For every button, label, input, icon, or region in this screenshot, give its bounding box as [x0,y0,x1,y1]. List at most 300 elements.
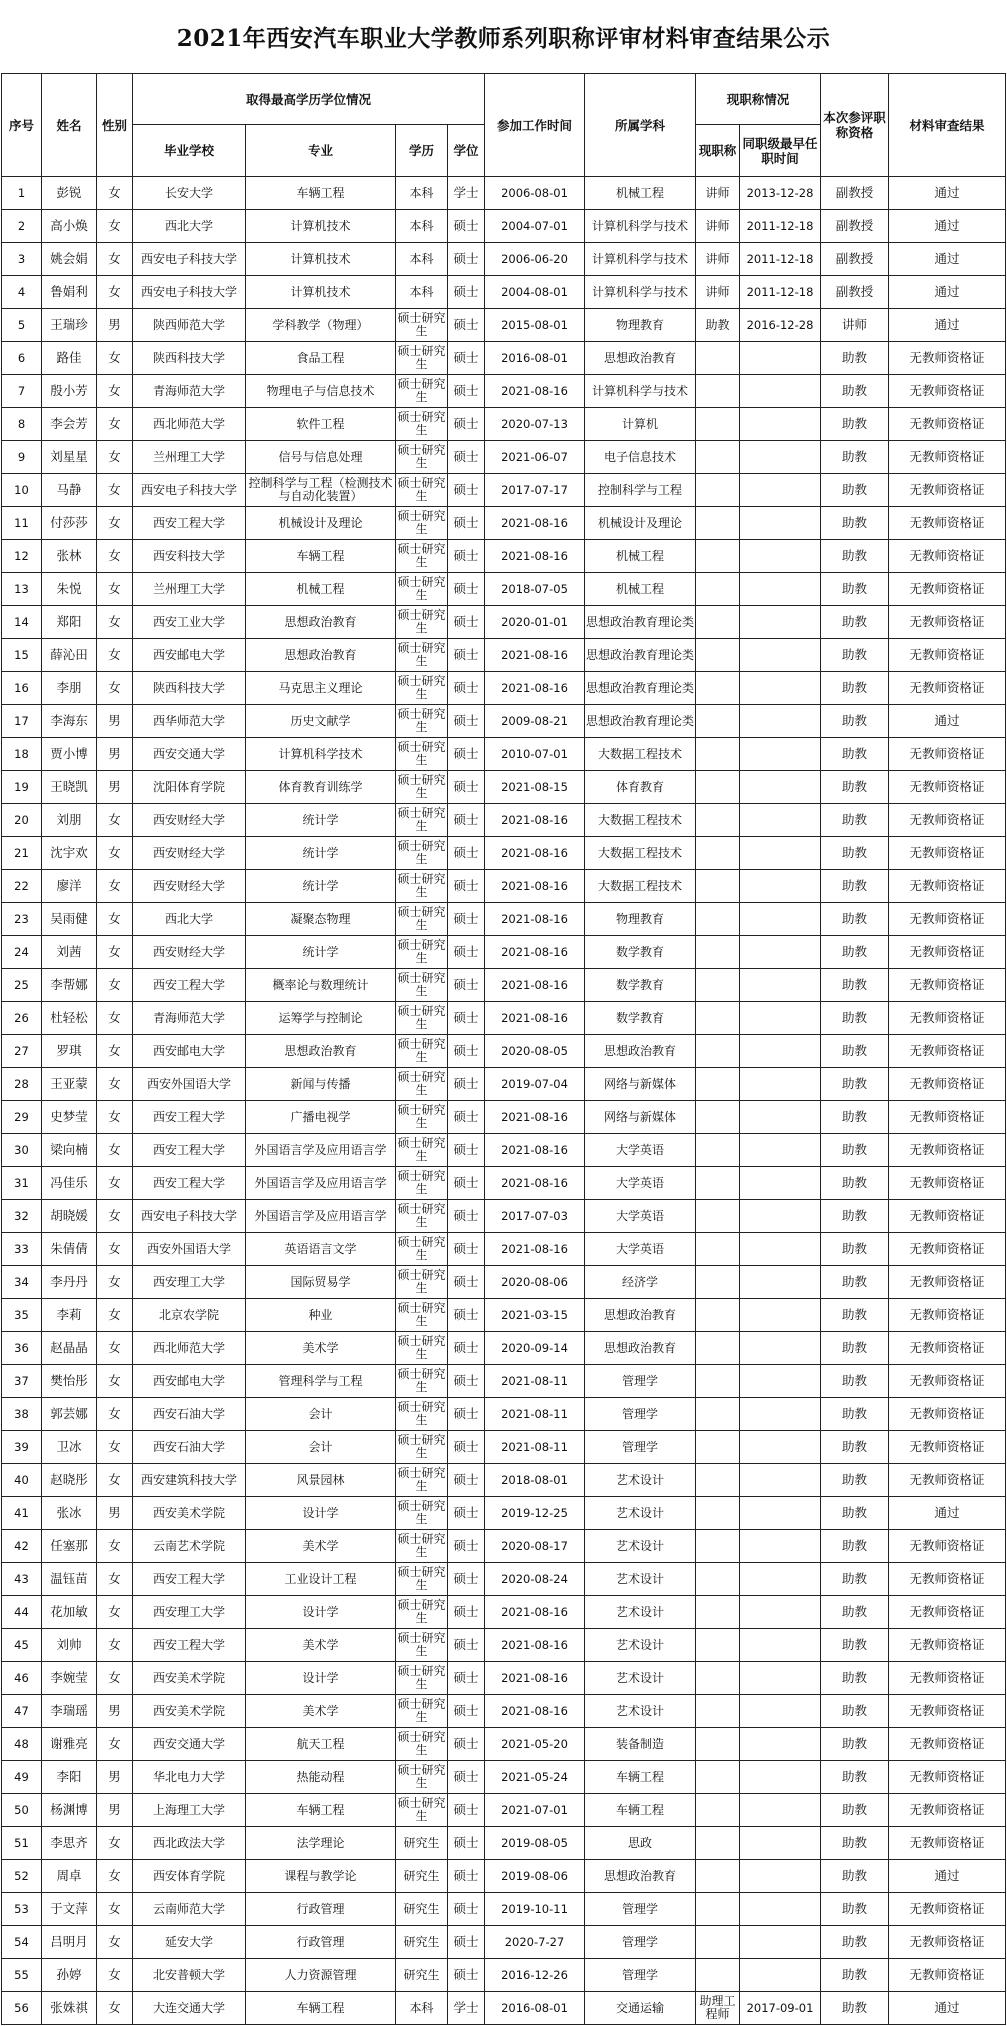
cell-gender: 女 [97,672,133,705]
cell-cur-title-date [740,474,821,507]
cell-major: 车辆工程 [246,1794,396,1827]
cell-name: 廖洋 [42,870,97,903]
header-cur-title: 现职称 [696,125,740,177]
cell-apply-title: 助教 [821,1596,889,1629]
cell-cur-title-date [740,1464,821,1497]
cell-work-date: 2021-03-15 [485,1299,585,1332]
cell-bachelor-master: 硕士 [448,804,485,837]
cell-cur-title [696,1827,740,1860]
cell-cur-title-date [740,1563,821,1596]
cell-degree: 硕士研究生 [396,441,448,474]
cell-name: 王亚蒙 [42,1068,97,1101]
cell-review-result: 通过 [889,1992,1006,2025]
cell-name: 殷小芳 [42,375,97,408]
cell-school: 西安工程大学 [133,507,246,540]
cell-cur-title-date [740,1101,821,1134]
cell-cur-title-date [740,1893,821,1926]
cell-name: 谢雅亮 [42,1728,97,1761]
cell-gender: 女 [97,903,133,936]
cell-major: 思想政治教育 [246,1035,396,1068]
table-row [2,1431,1006,1464]
cell-bachelor-master: 硕士 [448,1200,485,1233]
cell-seq: 32 [2,1200,42,1233]
cell-major: 凝聚态物理 [246,903,396,936]
cell-work-date: 2021-05-20 [485,1728,585,1761]
cell-gender: 女 [97,507,133,540]
cell-gender: 女 [97,375,133,408]
cell-seq: 21 [2,837,42,870]
cell-cur-title-date: 2011-12-18 [740,243,821,276]
cell-cur-title-date [740,606,821,639]
cell-major: 车辆工程 [246,1992,396,2025]
cell-cur-title-date [740,1629,821,1662]
cell-work-date: 2021-08-16 [485,1233,585,1266]
cell-apply-title: 助教 [821,1893,889,1926]
cell-seq: 41 [2,1497,42,1530]
cell-name: 温钰苗 [42,1563,97,1596]
cell-review-result: 无教师资格证 [889,1893,1006,1926]
cell-seq: 22 [2,870,42,903]
cell-school: 西安财经大学 [133,804,246,837]
cell-bachelor-master: 硕士 [448,639,485,672]
cell-school: 西安邮电大学 [133,1035,246,1068]
cell-degree: 硕士研究生 [396,474,448,507]
cell-cur-title-date [740,705,821,738]
header-discipline: 所属学科 [585,74,696,177]
cell-work-date: 2019-08-05 [485,1827,585,1860]
cell-school: 北京农学院 [133,1299,246,1332]
cell-seq: 27 [2,1035,42,1068]
cell-discipline: 计算机 [585,408,696,441]
cell-seq: 8 [2,408,42,441]
cell-cur-title [696,1101,740,1134]
header-edu-group: 取得最高学历学位情况 [133,74,485,125]
cell-school: 西安电子科技大学 [133,474,246,507]
cell-bachelor-master: 硕士 [448,1794,485,1827]
cell-bachelor-master: 硕士 [448,903,485,936]
cell-apply-title: 助教 [821,1695,889,1728]
cell-gender: 女 [97,870,133,903]
cell-cur-title [696,1365,740,1398]
cell-work-date: 2021-08-15 [485,771,585,804]
cell-seq: 46 [2,1662,42,1695]
cell-bachelor-master: 硕士 [448,936,485,969]
cell-name: 高小焕 [42,210,97,243]
cell-cur-title: 助理工程师 [696,1992,740,2025]
cell-seq: 4 [2,276,42,309]
cell-cur-title-date [740,771,821,804]
cell-cur-title-date [740,408,821,441]
header-title-group: 现职称情况 [696,74,821,125]
cell-review-result: 通过 [889,243,1006,276]
cell-discipline: 大数据工程技术 [585,804,696,837]
cell-apply-title: 助教 [821,1761,889,1794]
cell-major: 学科教学（物理） [246,309,396,342]
cell-gender: 女 [97,1662,133,1695]
cell-discipline: 网络与新媒体 [585,1101,696,1134]
cell-school: 西安理工大学 [133,1266,246,1299]
cell-degree: 硕士研究生 [396,1431,448,1464]
cell-degree: 硕士研究生 [396,1530,448,1563]
cell-gender: 女 [97,1431,133,1464]
cell-degree: 硕士研究生 [396,1398,448,1431]
table-row [2,1134,1006,1167]
table-row [2,1695,1006,1728]
cell-cur-title [696,1695,740,1728]
cell-apply-title: 助教 [821,1134,889,1167]
cell-major: 设计学 [246,1596,396,1629]
cell-work-date: 2015-08-01 [485,309,585,342]
cell-cur-title [696,606,740,639]
cell-cur-title-date [740,804,821,837]
cell-cur-title-date [740,1299,821,1332]
cell-gender: 女 [97,1629,133,1662]
cell-bachelor-master: 硕士 [448,1695,485,1728]
cell-gender: 女 [97,177,133,210]
cell-name: 刘星星 [42,441,97,474]
cell-discipline: 思想政治教育理论类 [585,606,696,639]
cell-name: 郑阳 [42,606,97,639]
cell-degree: 硕士研究生 [396,1002,448,1035]
cell-school: 西安工程大学 [133,1629,246,1662]
cell-bachelor-master: 硕士 [448,1860,485,1893]
header-school: 毕业学校 [133,125,246,177]
cell-bachelor-master: 硕士 [448,1266,485,1299]
cell-bachelor-master: 硕士 [448,1728,485,1761]
cell-cur-title [696,540,740,573]
cell-review-result: 无教师资格证 [889,1761,1006,1794]
cell-gender: 女 [97,804,133,837]
cell-school: 延安大学 [133,1926,246,1959]
cell-bachelor-master: 硕士 [448,1893,485,1926]
cell-major: 外国语言学及应用语言学 [246,1167,396,1200]
cell-apply-title: 助教 [821,1662,889,1695]
cell-bachelor-master: 硕士 [448,1101,485,1134]
cell-school: 西安美术学院 [133,1497,246,1530]
cell-cur-title-date [740,1761,821,1794]
table-row [2,1761,1006,1794]
cell-apply-title: 助教 [821,1002,889,1035]
cell-degree: 硕士研究生 [396,1332,448,1365]
cell-major: 设计学 [246,1662,396,1695]
cell-seq: 25 [2,969,42,1002]
cell-discipline: 思想政治教育 [585,1332,696,1365]
cell-cur-title [696,1464,740,1497]
cell-gender: 女 [97,1827,133,1860]
cell-work-date: 2021-08-16 [485,639,585,672]
cell-gender: 男 [97,309,133,342]
header-bachelor-master: 学位 [448,125,485,177]
header-review-result: 材料审查结果 [889,74,1006,177]
cell-work-date: 2004-07-01 [485,210,585,243]
cell-gender: 女 [97,474,133,507]
cell-discipline: 大学英语 [585,1167,696,1200]
cell-work-date: 2020-07-13 [485,408,585,441]
cell-seq: 2 [2,210,42,243]
cell-review-result: 无教师资格证 [889,1794,1006,1827]
table-row [2,1992,1006,2025]
cell-name: 郭芸娜 [42,1398,97,1431]
cell-name: 王瑞珍 [42,309,97,342]
cell-gender: 男 [97,738,133,771]
cell-review-result: 无教师资格证 [889,1167,1006,1200]
table-row [2,408,1006,441]
cell-gender: 男 [97,1497,133,1530]
cell-bachelor-master: 硕士 [448,1827,485,1860]
cell-gender: 女 [97,1233,133,1266]
header-name: 姓名 [42,74,97,177]
cell-major: 马克思主义理论 [246,672,396,705]
cell-name: 张冰 [42,1497,97,1530]
cell-review-result: 无教师资格证 [889,1134,1006,1167]
cell-school: 西安外国语大学 [133,1068,246,1101]
cell-cur-title-date [740,1860,821,1893]
cell-review-result: 无教师资格证 [889,969,1006,1002]
cell-apply-title: 助教 [821,1728,889,1761]
cell-review-result: 通过 [889,309,1006,342]
cell-school: 西安邮电大学 [133,1365,246,1398]
cell-work-date: 2019-12-25 [485,1497,585,1530]
table-row [2,705,1006,738]
cell-discipline: 管理学 [585,1431,696,1464]
cell-cur-title: 助教 [696,309,740,342]
cell-bachelor-master: 硕士 [448,1761,485,1794]
cell-gender: 女 [97,1893,133,1926]
cell-apply-title: 助教 [821,672,889,705]
cell-work-date: 2021-07-01 [485,1794,585,1827]
cell-major: 会计 [246,1398,396,1431]
cell-degree: 硕士研究生 [396,1167,448,1200]
cell-review-result: 无教师资格证 [889,408,1006,441]
cell-name: 李婉莹 [42,1662,97,1695]
cell-bachelor-master: 硕士 [448,705,485,738]
cell-discipline: 大数据工程技术 [585,837,696,870]
cell-discipline: 交通运输 [585,1992,696,2025]
cell-school: 西安建筑科技大学 [133,1464,246,1497]
cell-name: 路佳 [42,342,97,375]
cell-school: 北安普顿大学 [133,1959,246,1992]
cell-review-result: 无教师资格证 [889,771,1006,804]
cell-major: 美术学 [246,1629,396,1662]
cell-apply-title: 助教 [821,1464,889,1497]
cell-name: 于文萍 [42,1893,97,1926]
cell-school: 西北大学 [133,903,246,936]
cell-discipline: 思想政治教育理论类 [585,639,696,672]
cell-bachelor-master: 硕士 [448,408,485,441]
cell-major: 车辆工程 [246,540,396,573]
cell-cur-title [696,936,740,969]
cell-major: 外国语言学及应用语言学 [246,1134,396,1167]
cell-review-result: 无教师资格证 [889,1926,1006,1959]
cell-work-date: 2020-08-05 [485,1035,585,1068]
cell-name: 李会芳 [42,408,97,441]
cell-work-date: 2006-08-01 [485,177,585,210]
cell-apply-title: 助教 [821,1794,889,1827]
cell-seq: 6 [2,342,42,375]
cell-degree: 硕士研究生 [396,936,448,969]
cell-seq: 3 [2,243,42,276]
cell-name: 史梦莹 [42,1101,97,1134]
cell-bachelor-master: 硕士 [448,771,485,804]
cell-gender: 女 [97,1398,133,1431]
cell-cur-title-date [740,1167,821,1200]
cell-name: 朱悦 [42,573,97,606]
cell-seq: 44 [2,1596,42,1629]
cell-work-date: 2021-08-16 [485,804,585,837]
cell-major: 计算机技术 [246,276,396,309]
cell-school: 大连交通大学 [133,1992,246,2025]
cell-apply-title: 讲师 [821,309,889,342]
cell-name: 李思齐 [42,1827,97,1860]
table-row [2,177,1006,210]
cell-gender: 女 [97,1167,133,1200]
cell-cur-title-date [740,342,821,375]
cell-apply-title: 副教授 [821,276,889,309]
cell-cur-title [696,375,740,408]
cell-apply-title: 助教 [821,507,889,540]
cell-name: 张林 [42,540,97,573]
cell-degree: 硕士研究生 [396,903,448,936]
cell-work-date: 2021-08-11 [485,1398,585,1431]
cell-major: 计算机技术 [246,210,396,243]
cell-review-result: 通过 [889,210,1006,243]
cell-seq: 53 [2,1893,42,1926]
cell-apply-title: 助教 [821,1926,889,1959]
cell-cur-title-date [740,738,821,771]
cell-bachelor-master: 硕士 [448,1299,485,1332]
cell-discipline: 机械设计及理论 [585,507,696,540]
cell-gender: 女 [97,342,133,375]
cell-major: 车辆工程 [246,177,396,210]
cell-cur-title-date [740,903,821,936]
table-row [2,606,1006,639]
cell-degree: 硕士研究生 [396,342,448,375]
cell-cur-title [696,1332,740,1365]
cell-cur-title-date [740,1431,821,1464]
cell-degree: 硕士研究生 [396,705,448,738]
cell-degree: 硕士研究生 [396,1563,448,1596]
cell-cur-title-date: 2013-12-28 [740,177,821,210]
cell-bachelor-master: 硕士 [448,969,485,1002]
cell-apply-title: 助教 [821,1827,889,1860]
cell-review-result: 无教师资格证 [889,474,1006,507]
cell-discipline: 艺术设计 [585,1629,696,1662]
cell-degree: 硕士研究生 [396,1695,448,1728]
cell-gender: 女 [97,1926,133,1959]
cell-school: 西安石油大学 [133,1398,246,1431]
cell-cur-title-date [740,1794,821,1827]
cell-cur-title [696,1794,740,1827]
table-row [2,738,1006,771]
cell-bachelor-master: 硕士 [448,1365,485,1398]
cell-gender: 男 [97,705,133,738]
cell-major: 思想政治教育 [246,606,396,639]
cell-name: 付莎莎 [42,507,97,540]
cell-gender: 女 [97,1200,133,1233]
cell-review-result: 无教师资格证 [889,1464,1006,1497]
cell-bachelor-master: 硕士 [448,276,485,309]
table-row [2,276,1006,309]
cell-cur-title [696,408,740,441]
cell-apply-title: 助教 [821,1167,889,1200]
cell-gender: 女 [97,1992,133,2025]
cell-gender: 女 [97,1959,133,1992]
review-result-table [1,73,1006,2025]
cell-gender: 女 [97,1332,133,1365]
cell-review-result: 无教师资格证 [889,1431,1006,1464]
cell-major: 英语语言文学 [246,1233,396,1266]
cell-name: 刘帅 [42,1629,97,1662]
cell-name: 彭锐 [42,177,97,210]
cell-apply-title: 助教 [821,1035,889,1068]
cell-name: 赵晓彤 [42,1464,97,1497]
cell-bachelor-master: 硕士 [448,540,485,573]
cell-work-date: 2020-01-01 [485,606,585,639]
cell-major: 美术学 [246,1332,396,1365]
cell-apply-title: 助教 [821,573,889,606]
table-row [2,1365,1006,1398]
cell-school: 西安美术学院 [133,1662,246,1695]
cell-discipline: 大数据工程技术 [585,870,696,903]
cell-major: 工业设计工程 [246,1563,396,1596]
cell-school: 青海师范大学 [133,1002,246,1035]
cell-gender: 男 [97,1695,133,1728]
cell-gender: 女 [97,1563,133,1596]
cell-school: 西安电子科技大学 [133,276,246,309]
cell-cur-title-date [740,1530,821,1563]
cell-cur-title [696,1299,740,1332]
cell-review-result: 无教师资格证 [889,870,1006,903]
cell-gender: 女 [97,837,133,870]
cell-cur-title-date: 2017-09-01 [740,1992,821,2025]
cell-seq: 12 [2,540,42,573]
cell-seq: 13 [2,573,42,606]
cell-discipline: 艺术设计 [585,1695,696,1728]
cell-major: 历史文献学 [246,705,396,738]
cell-cur-title [696,1926,740,1959]
cell-bachelor-master: 硕士 [448,870,485,903]
cell-major: 统计学 [246,804,396,837]
cell-name: 花加敏 [42,1596,97,1629]
cell-seq: 17 [2,705,42,738]
cell-major: 法学理论 [246,1827,396,1860]
cell-discipline: 计算机科学与技术 [585,276,696,309]
cell-review-result: 无教师资格证 [889,441,1006,474]
cell-work-date: 2017-07-17 [485,474,585,507]
cell-gender: 女 [97,441,133,474]
cell-cur-title-date [740,1926,821,1959]
cell-bachelor-master: 硕士 [448,1134,485,1167]
cell-major: 计算机技术 [246,243,396,276]
header-cur-title-date: 同职级最早任职时间 [740,125,821,177]
cell-review-result: 无教师资格证 [889,1563,1006,1596]
cell-discipline: 艺术设计 [585,1662,696,1695]
cell-gender: 女 [97,1035,133,1068]
cell-school: 兰州理工大学 [133,441,246,474]
cell-work-date: 2021-08-11 [485,1431,585,1464]
cell-degree: 硕士研究生 [396,1233,448,1266]
cell-bachelor-master: 学士 [448,177,485,210]
cell-apply-title: 助教 [821,1629,889,1662]
cell-apply-title: 助教 [821,936,889,969]
cell-cur-title-date [740,837,821,870]
cell-name: 李帮娜 [42,969,97,1002]
cell-name: 朱倩倩 [42,1233,97,1266]
cell-seq: 1 [2,177,42,210]
cell-seq: 50 [2,1794,42,1827]
cell-degree: 硕士研究生 [396,1101,448,1134]
cell-degree: 硕士研究生 [396,1497,448,1530]
